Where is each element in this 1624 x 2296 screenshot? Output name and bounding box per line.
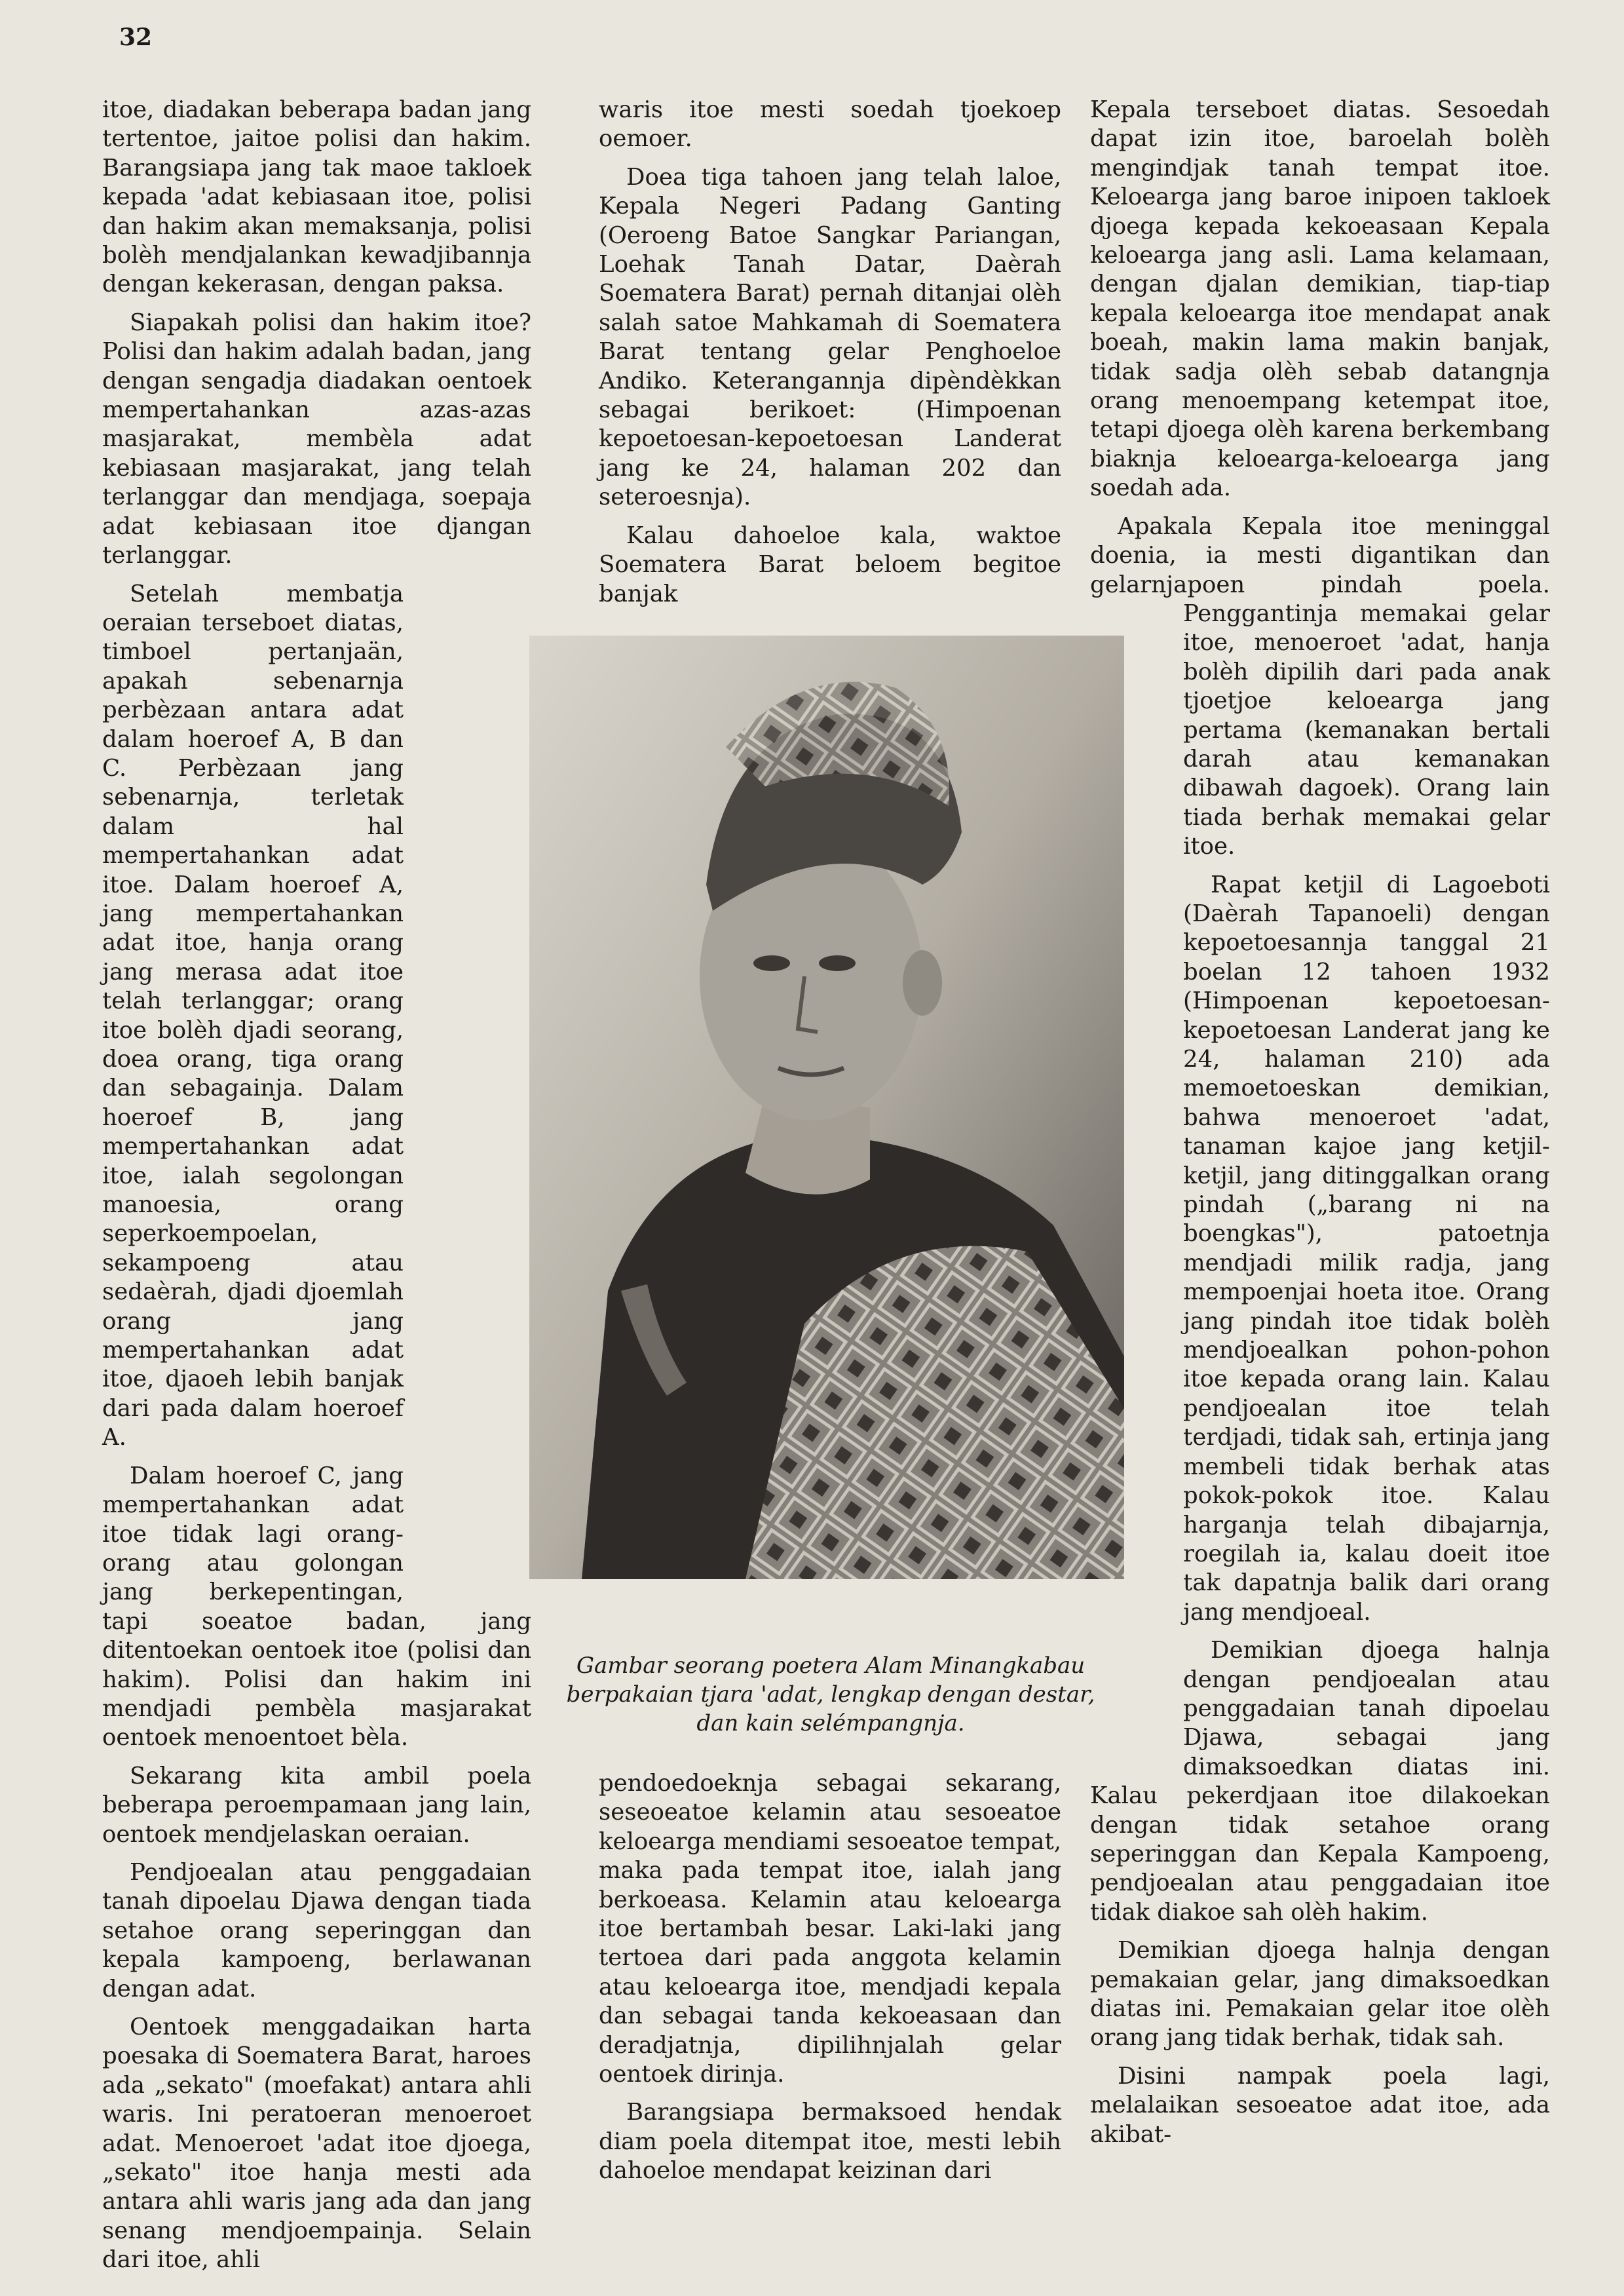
paragraph: waris itoe mesti soedah tjoekoep oemoer.	[599, 96, 1061, 153]
paragraph: Sekarang kita ambil poela beberapa peroempamaan jang lain, oentoek mendjelaskan oeraian.	[102, 1762, 531, 1848]
paragraph: Siapakah polisi dan hakim itoe? Polisi dan hakim adalah badan, jang dengan sengadja diadakan oentoek mempertahankan azas-azas masjarakat, membèla adat kebiasaan masjarakat, jang telah terlanggar dan mendjaga, soepaja adat kebiasaan itoe djangan terlanggar.	[102, 309, 531, 569]
paragraph: pendoedoeknja sebagai sekarang, seseoeatoe kelamin atau sesoeatoe keloearga mendiami sesoeatoe tempat, maka pada tempat itoe, ialah jang berkoeasa. Kelamin atau keloearga itoe bertambah besar. Laki-laki jang tertoea dari pada anggota kelamin atau keloearga itoe, mendjadi kepala dan sebagai tanda kekoeasaan dan deradjatnja, dipilihnjalah gelar oentoek dirinja.	[599, 1770, 1061, 2088]
paragraph: Rapat ketjil di Lagoeboti (Daèrah Tapanoeli) dengan kepoetoesannja tanggal 21 boelan 12 tahoen 1932 (Himpoenan kepoetoesan-kepoetoesan Landerat jang ke 24, halaman 210) ada memoetoeskan demikian, bahwa menoeroet 'adat, tanaman kajoe jang ketjil-ketjil, jang ditinggalkan orang pindah („barang ni na boengkas"), patoetnja mendjadi milik radja, jang mempoenjai hoeta itoe. Orang jang pindah itoe tidak bolèh mendjoealkan pohon-pohon itoe kepada orang lain. Kalau pendjoealan itoe telah terdjadi, tidak sah, ertinja jang membeli tidak berhak atas pokok-pokok itoe. Kalau harganja telah dibajarnja, roegilah ia, kalau doeit itoe tak dapatnja balik dari orang jang mendjoeal.	[1183, 871, 1550, 1626]
photo-wrap-spacer	[1090, 600, 1183, 1760]
paragraph: Oentoek menggadaikan harta poesaka di Soematera Barat, haroes ada „sekato" (moefakat) antara ahli waris. Ini peratoeran menoeroet adat. Menoeroet 'adat itoe djoega, „sekato" itoe hanja mesti ada antara ahli waris jang ada dan jang senang mendjoempainja. Selain dari itoe, ahli	[102, 2014, 531, 2274]
paragraph: Pendjoealan atau penggadaian tanah dipoelau Djawa dengan tiada setahoe orang seperinggan dan kepala kampoeng, berlawanan dengan adat.	[102, 1858, 531, 2002]
page-number: 32	[119, 24, 153, 51]
paragraph: Kepala terseboet diatas. Sesoedah dapat izin itoe, baroelah bolèh mengindjak tanah tempat itoe. Keloearga jang baroe inipoen takloek djoega kepada kekoeasaan Kepala keloearga jang asli. Lama kelamaan, dengan djalan demikian, tiap-tiap kepala keloearga itoe mendapat anak boeah, makin lama makin banjak, tidak sadja olèh sebab datangnja orang menoempang ketempat itoe, tetapi djoega olèh karena berkembang biaknja keloearga-keloearga jang soedah ada.	[1090, 96, 1550, 502]
paragraph: Dalam hoeroef C, jang mempertahankan adat itoe tidak lagi orang-orang atau golongan jang berkepentingan, tapi soeatoe badan, jang ditentoekan oentoek itoe (polisi dan hakim). Polisi dan hakim ini mendjadi pembèla masjarakat oentoek menoentoet bèla.	[102, 1462, 531, 1751]
portrait-illustration	[529, 636, 1124, 1579]
paragraph: Setelah membatja oeraian terseboet diatas, timboel pertanjaän, apakah sebenarnja perbèzaan antara adat dalam hoeroef A, B dan C. Perbèzaan jang sebenarnja, terletak dalam hal mempertahankan adat itoe. Dalam hoeroef A, jang mempertahankan adat itoe, hanja orang jang merasa adat itoe telah terlanggar; orang itoe bolèh djadi seorang, doea orang, tiga orang dan sebagainja. Dalam hoeroef B, jang mempertahankan adat itoe, ialah segolongan manoesia, orang seperkoempoelan, sekampoeng atau sedaèrah, djadi djoemlah orang jang mempertahankan adat itoe, djaoeh lebih banjak dari pada dalam hoeroef A.	[102, 580, 404, 1451]
text-column-1	[102, 96, 531, 2275]
text-column-2-top	[599, 96, 1061, 609]
text-column-2-bottom	[599, 1769, 1061, 2186]
paragraph: Demikian djoega halnja dengan pemakaian gelar, jang dimaksoedkan diatas ini. Pemakaian gelar itoe olèh orang jang tidak berhak, tidak sah.	[1090, 1937, 1550, 2052]
photo-caption: Gambar seorang poetera Alam Minangkabau berpakaian tjara 'adat, lengkap dengan destar, dan kain selémpangnja.	[566, 1653, 1095, 1736]
paragraph: Barangsiapa bermaksoed hendak diam poela ditempat itoe, mesti lebih dahoeloe mendapat keizinan dari	[599, 2099, 1061, 2185]
paragraph: Doea tiga tahoen jang telah laloe, Kepala Negeri Padang Ganting (Oeroeng Batoe Sangkar Pariangan, Loehak Tanah Datar, Daèrah Soematera Barat) pernah ditanjai olèh salah satoe Mahkamah di Soematera Barat tentang gelar Penghoeloe Andiko. Keterangannja dipèndèkkan sebagai berikoet: (Himpoenan kepoetoesan-kepoetoesan Landerat jang ke 24, halaman 202 dan seteroesnja).	[599, 163, 1061, 511]
paragraph: Apakala Kepala itoe meninggal doenia, ia mesti digantikan dan gelarnjapoen pindah poela. Penggantinja memakai gelar itoe, menoeroet 'adat, hanja bolèh dipilih dari pada anak tjoetjoe keloearga jang pertama (kemanakan bertali darah atau kemanakan dibawah dagoek). Orang lain tiada berhak memakai gelar itoe.	[1090, 512, 1550, 860]
paragraph: Demikian djoega halnja dengan pendjoealan atau penggadaian tanah dipoelau Djawa, sebagai jang dimaksoedkan diatas ini. Kalau pekerdjaan itoe dilakoekan dengan tidak setahoe orang seperinggan dan Kepala Kampoeng, pendjoealan atau penggadaian itoe tidak diakoe sah olèh hakim.	[1090, 1637, 1550, 1926]
photo-wrap-spacer	[404, 581, 531, 1603]
portrait-photo	[529, 636, 1124, 1579]
paragraph: Kalau dahoeloe kala, waktoe Soematera Barat beloem begitoe banjak	[599, 522, 1061, 607]
paragraph: Disini nampak poela lagi, melalaikan sesoeatoe adat itoe, ada akibat-	[1090, 2062, 1550, 2148]
paragraph: itoe, diadakan beberapa badan jang tertentoe, jaitoe polisi dan hakim. Barangsiapa jang tak maoe takloek kepada 'adat kebiasaan itoe, polisi dan hakim akan memaksanja, polisi bolèh mendjalankan kewadjibannja dengan kekerasan, dengan paksa.	[102, 96, 531, 298]
text-column-3	[1090, 96, 1550, 2149]
